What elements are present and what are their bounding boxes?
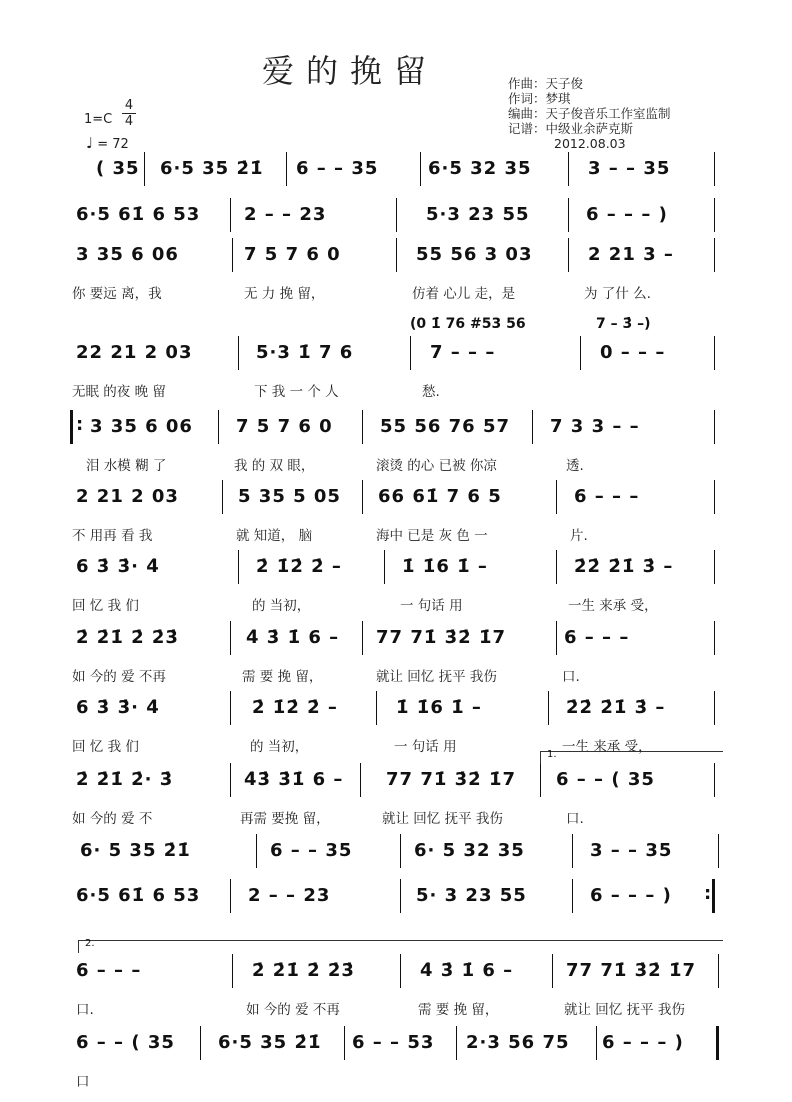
lyrics-row [0, 594, 792, 614]
notation-row [0, 697, 792, 733]
notation-row [0, 486, 792, 522]
barline [200, 1026, 201, 1060]
measure-notes: 7 5 7 6 0 [244, 244, 341, 265]
barline [410, 336, 411, 370]
barline [568, 152, 569, 186]
barline [70, 410, 73, 444]
measure-notes: 2̇2̇ 2̇1̇ 3̇ – [574, 556, 674, 577]
barline [572, 834, 573, 868]
lyric-phrase: 下 我 一 个 人 [254, 384, 339, 400]
lyric-phrase: 口. [566, 811, 584, 827]
measure-notes: 6 – – – [564, 627, 630, 648]
lyrics-row [0, 524, 792, 544]
lyric-phrase: 需 要 挽 留， [418, 1002, 499, 1018]
measure-notes: 6 – – 53 [352, 1032, 435, 1053]
measure-notes: 4̇3̇ 3̇1̇ 6 – [244, 769, 344, 790]
measure-notes: 7 5 7 6 0 [236, 416, 333, 437]
measure-notes: 6 – – ( 35 [76, 1032, 175, 1053]
notation-row [0, 556, 792, 592]
measure-notes: 6 3̇ 3̇· 4̇ [76, 556, 160, 577]
credit-lyricist: 作词：梦琪 [508, 91, 571, 106]
repeat-end-icon: : [704, 883, 712, 904]
lyric-phrase: 一生 来承 受， [568, 598, 658, 614]
measure-notes: 6·5 61̇ 6 53 [76, 204, 201, 225]
measure-notes: 3 35 6 06 [76, 244, 179, 265]
notation-row [0, 158, 792, 194]
lyric-phrase: 回 忆 我 们 [72, 739, 139, 755]
barline [230, 763, 231, 797]
lyric-phrase: 一生 来承 受， [562, 739, 652, 755]
measure-notes: 2·3 56 75 [466, 1032, 570, 1053]
notation-row [0, 1032, 792, 1068]
lyric-phrase: 一 句话 用 [400, 598, 463, 614]
barline [232, 954, 233, 988]
lyrics-row [0, 1070, 792, 1090]
lyric-phrase: 就 知道， 脑 [236, 528, 313, 544]
measure-notes: 77 71̇ 3̇2̇ 1̇7 [566, 960, 696, 981]
barline [286, 152, 287, 186]
measure-notes: 3 – – 35 [588, 158, 671, 179]
lyric-phrase: 愁. [422, 384, 440, 400]
barline [714, 691, 715, 725]
barline [596, 1026, 597, 1060]
lyric-phrase: 再需 要挽 留， [240, 811, 330, 827]
song-title: 爱的挽留 [262, 52, 439, 90]
lyric-phrase: 为 了什 么. [584, 286, 651, 302]
barline [714, 152, 715, 186]
lyric-phrase: 滚烫 的心 已被 你凉 [376, 458, 497, 474]
measure-notes: 6·5 35 2̇1̇ [160, 158, 264, 179]
measure-notes: 1̇ 1̇6 1̇ – [402, 556, 488, 577]
measure-notes: 6 – – – [76, 960, 142, 981]
barline [230, 879, 231, 913]
notation-row [0, 416, 792, 452]
lyric-phrase: 口 [76, 1074, 90, 1090]
lyric-phrase: 无眠 的夜 晚 留 [72, 384, 166, 400]
lyrics-row [0, 807, 792, 827]
barline [718, 954, 719, 988]
barline [540, 763, 541, 797]
measure-notes: 2̇ 2̇1̇ 2̇ 2̇3̇ [252, 960, 355, 981]
lyric-phrase: 透. [566, 458, 584, 474]
intro-phrase: 7 – 3̇ –) [596, 316, 651, 332]
barline [230, 198, 231, 232]
lyric-phrase: 如 今的 爱 不再 [246, 1002, 340, 1018]
barline [144, 152, 145, 186]
lyric-phrase: 回 忆 我 们 [72, 598, 139, 614]
barline [344, 1026, 345, 1060]
measure-notes: 1̇ 1̇6 1̇ – [396, 697, 482, 718]
lyric-phrase: 一 句话 用 [394, 739, 457, 755]
measure-notes: 2̇ 2̇1̇ 2̇ 2̇3̇ [76, 627, 179, 648]
time-signature-top: 4 [124, 98, 134, 113]
measure-notes: 6 – – – [574, 486, 640, 507]
barline [400, 834, 401, 868]
barline [714, 763, 715, 797]
volta-bracket [540, 751, 723, 764]
notation-row [0, 627, 792, 663]
lyric-phrase: 泪 水模 糊 了 [86, 458, 167, 474]
measure-notes: ( 35 [96, 158, 140, 179]
measure-notes: 4̇ 3̇ 1̇ 6 – [246, 627, 340, 648]
barline [716, 1026, 719, 1060]
notation-row [0, 204, 792, 240]
barline [362, 480, 363, 514]
notation-row [0, 960, 792, 996]
measure-notes: 6·5 35 2̇1̇ [218, 1032, 322, 1053]
barline [222, 480, 223, 514]
measure-notes: 5 35 5 05 [238, 486, 341, 507]
notation-row [0, 769, 792, 805]
barline [230, 691, 231, 725]
repeat-start-icon: : [76, 414, 84, 435]
measure-notes: 5· 3 23 55 [416, 885, 527, 906]
quarter-note-icon: ♩ [86, 134, 94, 152]
barline [568, 198, 569, 232]
intro-phrase: (0 1̇ 76 #53 56 [410, 316, 526, 332]
lyrics-row [0, 665, 792, 685]
lyric-phrase: 的 当初， [250, 739, 309, 755]
measure-notes: 2̇ 1̇2̇ 2̇ – [256, 556, 342, 577]
measure-notes: 7 – – – [430, 342, 496, 363]
measure-notes: 66 61̇ 7 6 5 [378, 486, 502, 507]
barline [238, 336, 239, 370]
measure-notes: 6 – – – ) [602, 1032, 684, 1053]
measure-notes: 77 71̇ 3̇2̇ 1̇7 [386, 769, 516, 790]
lyric-phrase: 口. [562, 669, 580, 685]
volta-label: 1. [547, 749, 557, 760]
measure-notes: 7 3 3 – – [550, 416, 640, 437]
measure-notes: 5·3 23 55 [426, 204, 530, 225]
time-signature [122, 98, 136, 129]
measure-notes: 3 35 6 06 [90, 416, 193, 437]
measure-notes: 2 21 3 – [588, 244, 674, 265]
measure-notes: 6·5 61̇ 6 53 [76, 885, 201, 906]
measure-notes: 6· 5 32 35 [414, 840, 525, 861]
tempo-mark [86, 134, 129, 152]
lyric-phrase: 就让 回忆 抚平 我伤 [382, 811, 503, 827]
barline [256, 834, 257, 868]
barline [230, 621, 231, 655]
barline [572, 879, 573, 913]
measure-notes: 6 – – – ) [586, 204, 668, 225]
measure-notes: 55 56 3 03 [416, 244, 533, 265]
measure-notes: 6·5 32 35 [428, 158, 532, 179]
measure-notes: 6 – – 35 [270, 840, 353, 861]
lyric-phrase: 如 今的 爱 不 [72, 811, 153, 827]
lyric-phrase: 海中 已是 灰 色 一 [376, 528, 488, 544]
barline [400, 954, 401, 988]
lyric-phrase: 无 力 挽 留， [244, 286, 325, 302]
lyrics-row [0, 454, 792, 474]
barline [218, 410, 219, 444]
measure-notes: 2̇2̇ 2̇1̇ 3̇ – [566, 697, 666, 718]
lyric-phrase: 仿着 心儿 走，是 [412, 286, 516, 302]
notation-row [0, 840, 792, 876]
lyric-phrase: 不 用再 看 我 [72, 528, 153, 544]
barline [714, 336, 715, 370]
lyric-phrase: 就让 回忆 抚平 我伤 [376, 669, 497, 685]
lyric-phrase: 如 今的 爱 不再 [72, 669, 166, 685]
barline [238, 550, 239, 584]
measure-notes: 55 56 76 57 [380, 416, 510, 437]
barline [456, 1026, 457, 1060]
credit-arranger: 编曲：天子俊音乐工作室监制 [508, 106, 671, 121]
barline [556, 480, 557, 514]
barline [556, 621, 557, 655]
barline [714, 550, 715, 584]
tempo-value: = 72 [97, 137, 129, 152]
notation-row [0, 244, 792, 280]
measure-notes: 3 – – 35 [590, 840, 673, 861]
measure-notes: 2 – – 23 [248, 885, 331, 906]
barline [714, 238, 715, 272]
measure-notes: 2 – – 23 [244, 204, 327, 225]
lyric-phrase: 我 的 双 眼， [234, 458, 315, 474]
key-signature: 1=C [84, 112, 113, 127]
barline [714, 621, 715, 655]
measure-notes: 22 21 2 03 [76, 342, 193, 363]
barline [714, 480, 715, 514]
lyric-phrase: 的 当初， [252, 598, 311, 614]
measure-notes: 5·3 1̇ 7 6 [256, 342, 354, 363]
measure-notes: 6· 5 35 2̇1̇ [80, 840, 191, 861]
barline [384, 550, 385, 584]
barline [376, 691, 377, 725]
barline [556, 550, 557, 584]
measure-notes: 6 – – 35 [296, 158, 379, 179]
notation-row [0, 885, 792, 921]
barline [568, 238, 569, 272]
barline [396, 238, 397, 272]
lyric-phrase: 需 要 挽 留， [242, 669, 323, 685]
lyrics-row [0, 998, 792, 1018]
barline [714, 198, 715, 232]
lyric-phrase: 片. [570, 528, 588, 544]
barline [548, 691, 549, 725]
credit-date: 2012.08.03 [554, 136, 626, 151]
measure-notes: 77 71̇ 3̇2̇ 1̇7 [376, 627, 506, 648]
barline [232, 238, 233, 272]
barline [362, 410, 363, 444]
barline [552, 954, 553, 988]
barline [360, 763, 361, 797]
lyric-phrase: 就让 回忆 抚平 我伤 [564, 1002, 685, 1018]
lyric-phrase: 你 要远 离，我 [72, 286, 162, 302]
barline [400, 879, 401, 913]
time-signature-bottom: 4 [124, 114, 134, 129]
barline [718, 834, 719, 868]
barline [362, 621, 363, 655]
measure-notes: 2̇ 2̇1̇ 2̇· 3̇ [76, 769, 174, 790]
notation-row [0, 342, 792, 378]
barline [580, 336, 581, 370]
measure-notes: 4̇ 3̇ 1̇ 6 – [420, 960, 514, 981]
credits [508, 76, 671, 151]
measure-notes: 2̇ 1̇2̇ 2̇ – [252, 697, 338, 718]
measure-notes: 6 3̇ 3̇· 4̇ [76, 697, 160, 718]
measure-notes: 2 21 2 03 [76, 486, 179, 507]
credit-transcriber: 记谱：中级业余萨克斯 [508, 121, 634, 136]
lyrics-row [0, 380, 792, 400]
volta-bracket [78, 940, 723, 953]
lyrics-row [0, 282, 792, 302]
measure-notes: 0 – – – [600, 342, 666, 363]
measure-notes: 6 – – ( 35 [556, 769, 655, 790]
measure-notes: 6 – – – ) [590, 885, 672, 906]
lyric-phrase: 口. [76, 1002, 94, 1018]
volta-label: 2. [85, 938, 95, 949]
barline [712, 879, 715, 913]
barline [714, 410, 715, 444]
barline [532, 410, 533, 444]
barline [420, 152, 421, 186]
barline [396, 198, 397, 232]
credit-composer: 作曲：天子俊 [508, 76, 584, 91]
